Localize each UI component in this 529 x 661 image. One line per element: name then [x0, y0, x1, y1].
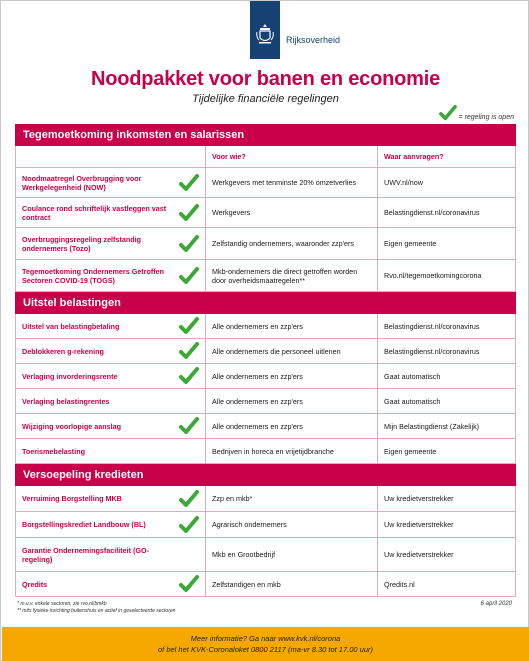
measure-name: Wijziging voorlopige aanslag [22, 421, 121, 431]
measure-where: Rvo.nl/tegemoetkomingcorona [384, 271, 482, 280]
measure-who: Alle ondernemers en zzp'ers [206, 364, 378, 388]
measure-who: Werkgevers [206, 198, 378, 227]
measure-where: Belastingdienst.nl/coronavirus [384, 208, 480, 217]
footer-line-website: Meer informatie? Ga naar www.kvk.nl/corona [190, 634, 341, 643]
measure-who: Zzp en mkb* [206, 486, 378, 511]
footnote: * m.u.v. enkele sectoren, zie rvo.nl/bmkb [17, 601, 107, 607]
footnotes [17, 601, 175, 615]
check-icon [179, 575, 199, 593]
section-header: Tegemoetkoming inkomsten en salarissen [15, 124, 516, 146]
measure-where: Eigen gemeente [384, 239, 437, 248]
table-row [15, 414, 516, 439]
measure-name: Overbruggingsregeling zelfstandig ondernemers (Tozo) [22, 234, 142, 253]
table-row [15, 364, 516, 389]
table-row [15, 486, 516, 512]
page-title: Noodpakket voor banen en economie [90, 68, 441, 90]
measure-name: Toerismebelasting [22, 446, 85, 456]
header-cell-empty [16, 146, 206, 167]
footnote: ** mits fysieke inrichting buitenshuis en actief in geselecteerde sectoren [17, 608, 176, 614]
legend [439, 105, 514, 121]
measure-who: Werkgevers met tenminste 20% omzetverlies [206, 168, 378, 197]
measure-who: Zelfstandig ondernemers, waaronder zzp'ers [206, 228, 378, 259]
measure-who: Mkb en Grootbedrijf [206, 538, 378, 571]
table-row [15, 512, 516, 538]
measure-where: Gaat automatisch [384, 371, 441, 381]
measure-name: Garantie Ondernemingsfaciliteit (GO-regeling) [22, 545, 150, 564]
measure-who: Alle ondernemers en zzp'ers [206, 414, 378, 438]
header-where: Waar aanvragen? [384, 152, 444, 161]
check-icon [179, 204, 199, 222]
measure-where: Uw kredietverstrekker [384, 520, 454, 529]
table-row [15, 198, 516, 228]
measure-name: Coulance rond schriftelijk vastleggen vast contract [22, 203, 167, 222]
check-icon [179, 235, 199, 253]
measure-where: Mijn Belastingdienst (Zakelijk) [384, 421, 480, 431]
check-icon [179, 317, 199, 335]
measure-where: Belastingdienst.nl/coronavirus [384, 346, 480, 356]
info-footer [2, 627, 529, 661]
measure-where: Eigen gemeente [384, 446, 437, 456]
measure-where: Uw kredietverstrekker [384, 494, 454, 503]
check-icon [179, 516, 199, 534]
check-icon [179, 417, 199, 435]
footer-line-phone: of bel het KVK-Coronaloket 0800 2117 (ma-vr 8.30 tot 17.00 uur) [158, 645, 373, 654]
section-header: Uitstel belastingen [15, 292, 516, 314]
table-row [15, 439, 516, 464]
measure-who: Alle ondernemers die personeel uitlenen [206, 339, 378, 363]
check-icon [439, 105, 457, 121]
table-row [15, 260, 516, 292]
check-icon [179, 174, 199, 192]
publication-date: 6 april 2020 [480, 601, 512, 607]
measure-name: Tegemoetkoming Ondernemers Getroffen Sectoren COVID-19 (TOGS) [22, 266, 165, 285]
page-subtitle: Tijdelijke financiële regelingen [192, 93, 339, 105]
table-row [15, 228, 516, 260]
check-icon [179, 367, 199, 385]
table-header-row [15, 146, 516, 168]
measure-where: UWV.nl/now [384, 178, 423, 187]
measure-name: Qredits [22, 579, 48, 589]
measure-name: Uitstel van belastingbetaling [22, 321, 120, 331]
table-row [15, 572, 516, 597]
measure-name: Borgstellingskrediet Landbouw (BL) [22, 520, 146, 529]
measure-who: Agrarisch ondernemers [206, 512, 378, 537]
table-row [15, 389, 516, 414]
check-icon [179, 342, 199, 360]
table-row [15, 314, 516, 339]
section-header: Versoepeling kredieten [15, 464, 516, 486]
logo-bar [250, 1, 280, 59]
brand-name: Rijksoverheid [286, 35, 341, 45]
measure-name: Verlaging belastingrentes [22, 396, 110, 406]
measure-who: Zelfstandigen en mkb [206, 572, 378, 596]
measure-name: Noodmaatregel Overbrugging voor Werkgelegenheid (NOW) [22, 173, 142, 192]
check-icon [179, 490, 199, 508]
table-row [15, 538, 516, 572]
measure-where: Gaat automatisch [384, 396, 441, 406]
measure-where: Uw kredietverstrekker [384, 550, 454, 559]
table-row [15, 168, 516, 198]
legend-label: = regeling is open [458, 114, 514, 121]
measure-who: Alle ondernemers en zzp'ers [206, 389, 378, 413]
check-icon [179, 267, 199, 285]
measure-where: Qredits.nl [384, 579, 415, 589]
crest-icon [256, 23, 274, 45]
measure-name: Deblokkeren g-rekening [22, 346, 104, 356]
header-who: Voor wie? [206, 146, 378, 167]
measure-who: Bedrijven in horeca en vrijetijdbranche [206, 439, 378, 463]
measures-table [15, 124, 516, 597]
measure-name: Verlaging invorderingsrente [22, 371, 118, 381]
measure-who: Mkb-ondernemers die direct getroffen worden door overheidsmaatregelen** [206, 260, 378, 291]
table-row [15, 339, 516, 364]
measure-name: Verruiming Borgstelling MKB [22, 494, 122, 503]
measure-who: Alle ondernemers en zzp'ers [206, 314, 378, 338]
measure-where: Belastingdienst.nl/coronavirus [384, 321, 480, 331]
